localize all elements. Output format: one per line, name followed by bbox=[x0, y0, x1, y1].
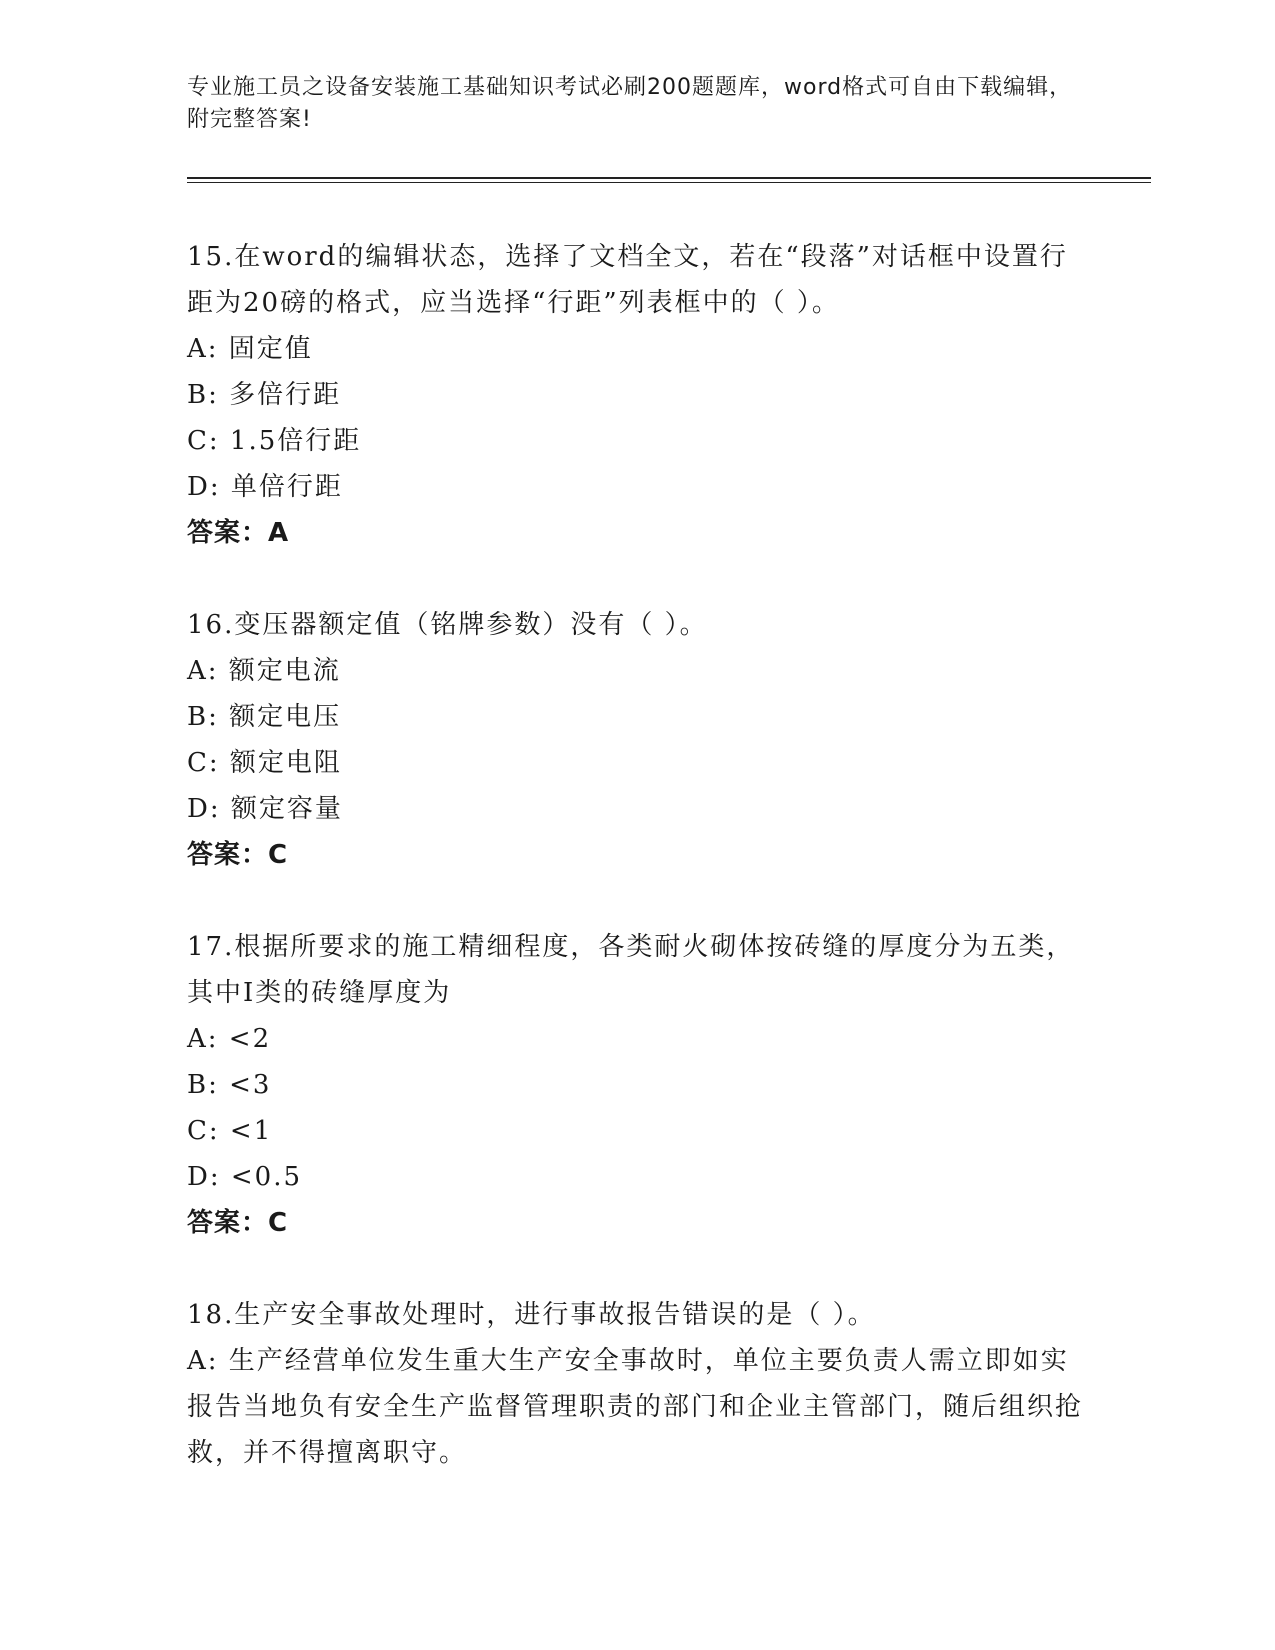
option-b: B: 多倍行距 bbox=[187, 380, 342, 410]
question-stem: 16.变压器额定值（铭牌参数）没有（ ）。 bbox=[187, 610, 708, 640]
option-b: B: <3 bbox=[187, 1070, 272, 1100]
option-a: A: 生产经营单位发生重大生产安全事故时，单位主要负责人需立即如实报告当地负有安全生产监督管理职责的部门和企业主管部门，随后组织抢救，并不得擅离职守。 bbox=[187, 1346, 1084, 1468]
option-c: C: <1 bbox=[187, 1116, 273, 1146]
answer-line bbox=[187, 832, 1087, 878]
question-17 bbox=[187, 924, 1087, 1246]
option-c: C: 1.5倍行距 bbox=[187, 426, 362, 456]
answer-label: 答案： bbox=[187, 518, 269, 548]
answer-label: 答案： bbox=[187, 840, 269, 870]
header-divider-thin bbox=[187, 182, 1151, 183]
option-b: B: 额定电压 bbox=[187, 702, 342, 732]
question-15 bbox=[187, 234, 1087, 556]
document-header: 专业施工员之设备安装施工基础知识考试必刷200题题库，word格式可自由下载编辑，附完整答案! bbox=[187, 75, 1073, 132]
option-d: D: <0.5 bbox=[187, 1162, 303, 1192]
option-a: A: 额定电流 bbox=[187, 656, 341, 686]
answer-line bbox=[187, 1200, 1087, 1246]
answer-value: C bbox=[268, 1208, 289, 1238]
answer-value: A bbox=[268, 518, 290, 548]
question-stem: 17.根据所要求的施工精细程度，各类耐火砌体按砖缝的厚度分为五类，其中I类的砖缝厚度为 bbox=[187, 932, 1075, 1008]
option-a: A: <2 bbox=[187, 1024, 272, 1054]
answer-label: 答案： bbox=[187, 1208, 269, 1238]
answer-line bbox=[187, 510, 1087, 556]
question-stem: 15.在word的编辑状态，选择了文档全文，若在“段落”对话框中设置行距为20磅的格式，应当选择“行距”列表框中的（ ）。 bbox=[187, 242, 1068, 318]
header-divider-thick bbox=[187, 177, 1151, 179]
question-stem: 18.生产安全事故处理时，进行事故报告错误的是（ ）。 bbox=[187, 1300, 876, 1330]
option-d: D: 额定容量 bbox=[187, 794, 343, 824]
question-18 bbox=[187, 1292, 1087, 1476]
option-d: D: 单倍行距 bbox=[187, 472, 343, 502]
question-list bbox=[187, 234, 1087, 1522]
option-c: C: 额定电阻 bbox=[187, 748, 342, 778]
answer-value: C bbox=[268, 840, 289, 870]
question-16 bbox=[187, 602, 1087, 878]
option-a: A: 固定值 bbox=[187, 334, 313, 364]
